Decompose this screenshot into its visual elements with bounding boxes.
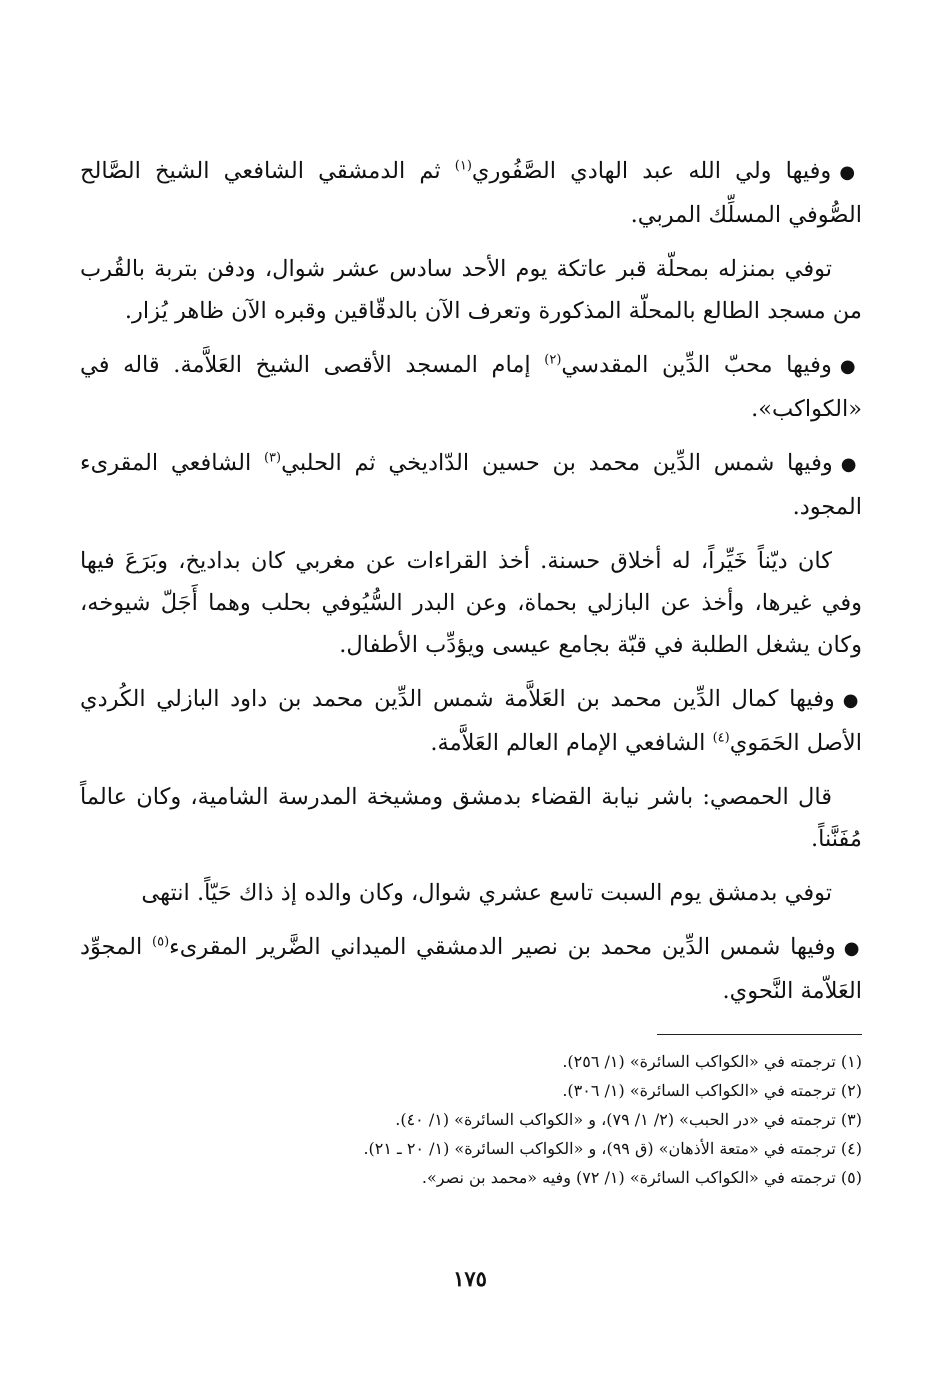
paragraph-8	[80, 872, 862, 914]
bullet-icon: ●	[842, 690, 862, 711]
footnote-ref[interactable]: (٥)	[152, 934, 170, 950]
footnote-ref[interactable]: (٢)	[544, 352, 562, 368]
paragraph-text: ثم الدمشقي الشافعي الشيخ الصَّالح الصُّوفي المسلِّك المربي.	[80, 158, 862, 228]
footnote-2: (٢) ترجمته في «الكواكب السائرة» (١/ ٣٠٦).	[562, 1081, 862, 1100]
paragraph-1	[80, 150, 862, 236]
paragraph-text: الشافعي المقرىء المجود.	[80, 450, 862, 520]
bullet-icon: ●	[839, 356, 862, 377]
paragraph-text: إمام المسجد الأقصى الشيخ العَلاَّمة. قاله في «الكواكب».	[80, 352, 862, 422]
paragraph-9	[80, 926, 862, 1012]
paragraph-text: الشافعي الإمام العالم العَلاَّمة.	[430, 730, 713, 756]
paragraph-text: المجوِّد العَلاّمة النَّحوي.	[80, 934, 862, 1004]
footnote-ref[interactable]: (١)	[454, 158, 472, 174]
paragraph-5	[80, 540, 862, 666]
footnote-5: (٥) ترجمته في «الكواكب السائرة» (١/ ٧٢) وفيه «محمد بن نصر».	[421, 1168, 862, 1187]
paragraph-7	[80, 776, 862, 860]
paragraph-6	[80, 678, 862, 764]
paragraph-2	[80, 248, 862, 332]
paragraph-text: قال الحمصي: باشر نيابة القضاء بدمشق ومشيخة المدرسة الشامية، وكان عالماً مُفَنَّناً.	[80, 784, 862, 852]
footnotes-list	[80, 1047, 862, 1192]
paragraph-4	[80, 442, 862, 528]
paragraph-text: وفيها شمس الدِّين محمد بن نصير الدمشقي الميداني الضَّرير المقرىء	[169, 934, 836, 960]
paragraph-text: كان ديّناً خَيِّراً، له أخلاق حسنة. أخذ القراءات عن مغربي كان بداديخ، وبَرَعَ فيها وفي غيرها، وأخذ عن البازلي بحماة، وعن البدر السُّيُوفي بحلب وهما أَجَلّ شيوخه، وكان يشغل الطلبة في قبّة بجامع عيسى ويؤدِّب الأطفال.	[80, 548, 862, 658]
footnote-1: (١) ترجمته في «الكواكب السائرة» (١/ ٢٥٦).	[562, 1052, 862, 1071]
footnote-3: (٣) ترجمته في «در الحبب» (٢/ ١/ ٧٩)، و «الكواكب السائرة» (١/ ٤٠).	[395, 1110, 862, 1129]
footnote-ref[interactable]: (٤)	[712, 730, 730, 746]
paragraph-text: توفي بمنزله بمحلّة قبر عاتكة يوم الأحد سادس عشر شوال، ودفن بتربة بالقُرب من مسجد الطالع بالمحلّة المذكورة وتعرف الآن بالدقّاقين وقبره الآن ظاهر يُزار.	[80, 256, 862, 324]
footnote-divider	[657, 1034, 862, 1035]
bullet-icon: ●	[839, 162, 862, 183]
bullet-icon: ●	[840, 454, 862, 475]
paragraph-text: وفيها ولي الله عبد الهادي الصَّفُوري	[471, 158, 832, 184]
paragraph-text: وفيها شمس الدِّين محمد بن حسين الدّاديخي ثم الحلبي	[281, 450, 833, 476]
paragraph-text: وفيها محبّ الدِّين المقدسي	[561, 352, 832, 378]
paragraph-3	[80, 344, 862, 430]
paragraph-text: وفيها كمال الدِّين محمد بن العَلاَّمة شمس الدِّين محمد بن داود البازلي الكُردي الأصل الحَمَوي	[80, 686, 862, 756]
footnote-4: (٤) ترجمته في «متعة الأذهان» (ق ٩٩)، و «الكواكب السائرة» (١/ ٢٠ ـ ٢١).	[363, 1139, 862, 1158]
footnote-ref[interactable]: (٣)	[263, 450, 282, 466]
page-number: ١٧٥	[453, 1266, 487, 1291]
bullet-icon: ●	[843, 938, 862, 959]
paragraph-text: توفي بدمشق يوم السبت تاسع عشري شوال، وكان والده إذ ذاك حَيّاً. انتهى	[141, 880, 832, 906]
